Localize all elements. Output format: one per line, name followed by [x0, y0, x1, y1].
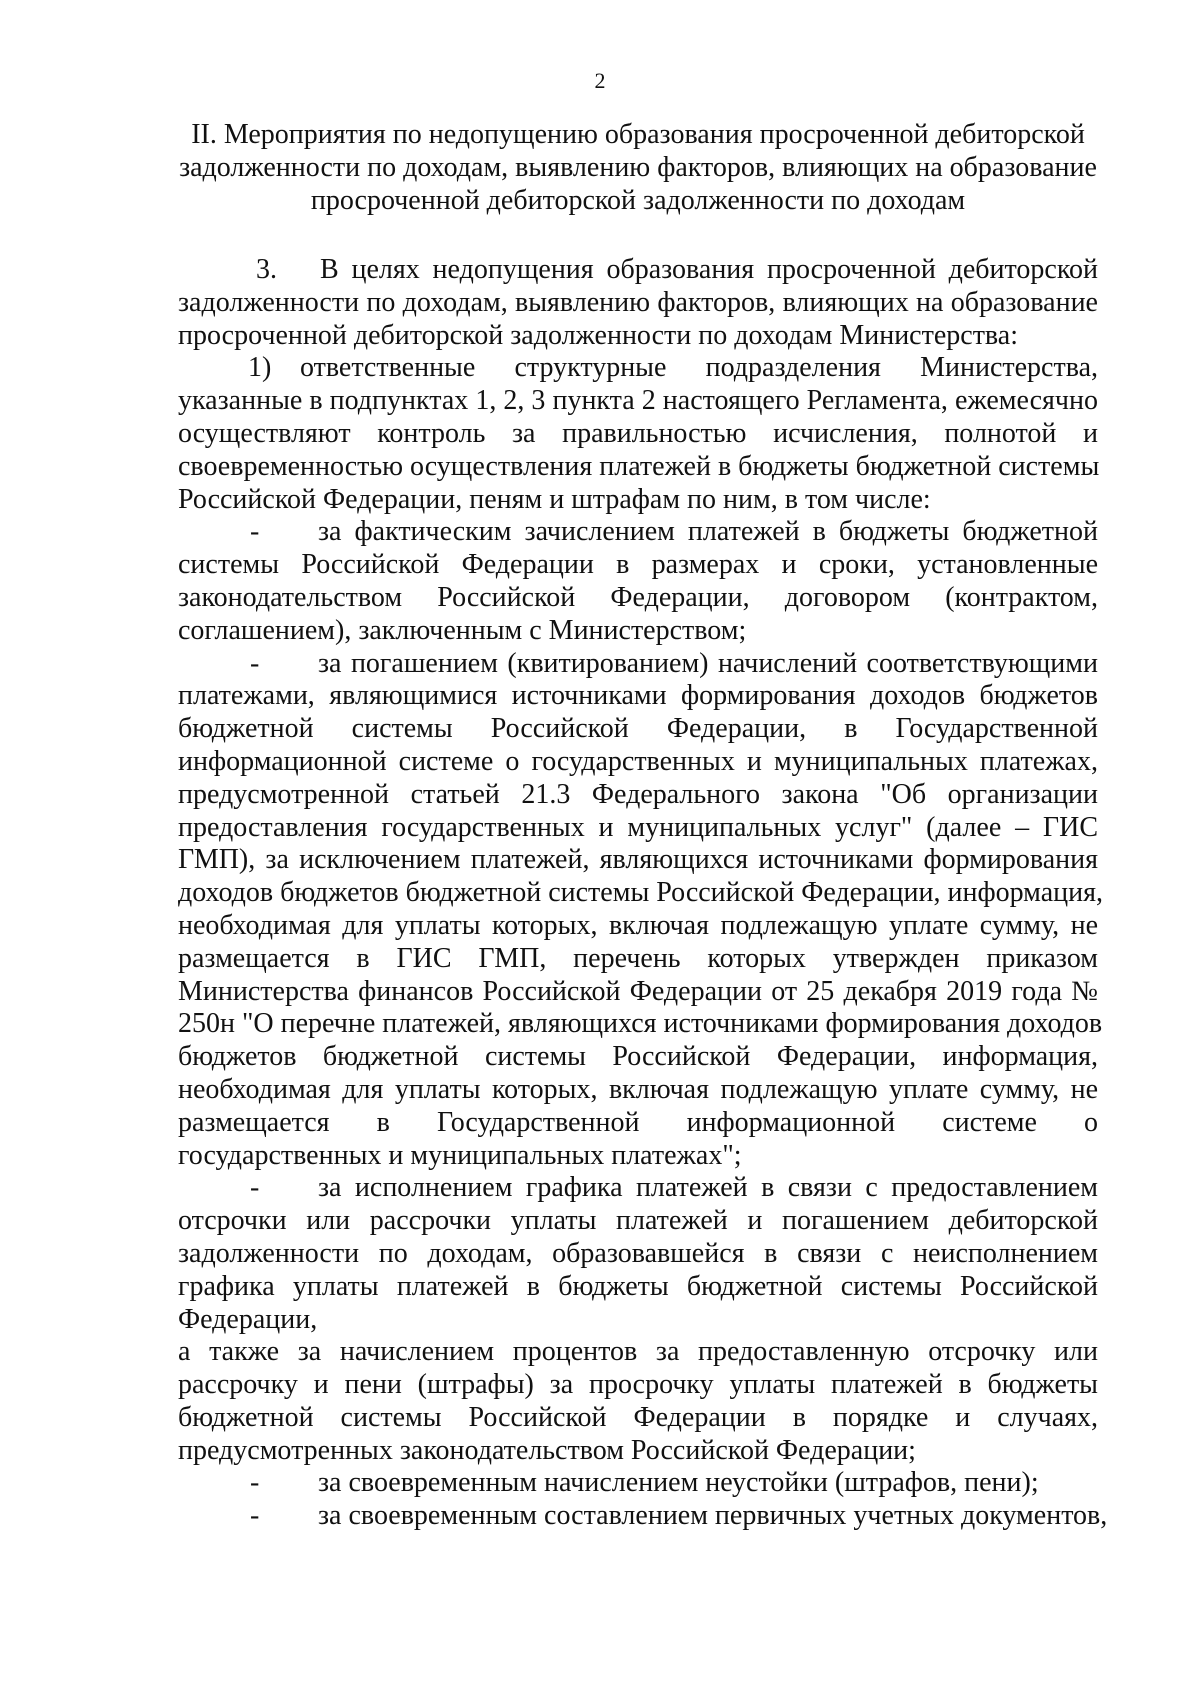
paragraph-line: [178, 648, 1098, 681]
paragraph-line: указанные в подпунктах 1, 2, 3 пункта 2 настоящего Регламента, ежемесячно: [178, 385, 1098, 417]
section-heading: [178, 118, 1098, 217]
paragraph-line: предусмотренных законодательством Российской Федерации;: [178, 1434, 916, 1466]
item-number: 3.: [256, 254, 277, 285]
paragraph-line: Федерации,: [178, 1303, 318, 1335]
paragraph-line: [178, 1172, 1098, 1205]
paragraph-line: соглашением), заключенным с Министерством;: [178, 614, 747, 646]
heading-line: задолженности по доходам, выявлению факторов, влияющих на образование: [179, 152, 1097, 183]
paragraph-line: государственных и муниципальных платежах";: [178, 1139, 742, 1171]
dash-marker: -: [250, 1172, 260, 1204]
dash-marker: -: [250, 1467, 260, 1499]
paragraph-line: [178, 1467, 1098, 1500]
line-text: ответственные структурные подразделения Министерства,: [300, 352, 1098, 384]
paragraph-line: предусмотренной статьей 21.3 Федерального закона "Об организации: [178, 778, 1098, 810]
paragraph-line: бюджетной системы Российской Федерации, в Государственной: [178, 713, 1098, 745]
line-text: за исполнением графика платежей в связи с предоставлением: [318, 1172, 1098, 1204]
paragraph-line: законодательством Российской Федерации, договором (контрактом,: [178, 581, 1098, 613]
heading-line: II. Мероприятия по недопущению образования просроченной дебиторской: [191, 119, 1085, 150]
paragraph-line: предоставления государственных и муниципальных услуг" (далее – ГИС: [178, 811, 1098, 843]
paragraph-line: а также за начислением процентов за предоставленную отсрочку или: [178, 1336, 1098, 1368]
paragraph-line: [178, 1500, 1108, 1533]
paragraph-line: рассрочку и пени (штрафы) за просрочку уплаты платежей в бюджеты: [178, 1369, 1098, 1401]
paragraph-line: [178, 516, 1098, 549]
line-text: за фактическим зачислением платежей в бюджеты бюджетной: [318, 516, 1098, 548]
paragraph-line: просроченной дебиторской задолженности по доходам Министерства:: [178, 319, 1018, 351]
subitem-number: 1): [248, 352, 272, 384]
paragraph-line: размещается в ГИС ГМП, перечень которых утвержден приказом: [178, 942, 1098, 974]
paragraph-line: бюджетной системы Российской Федерации в порядке и случаях,: [178, 1401, 1098, 1433]
paragraph-line: Российской Федерации, пеням и штрафам по ним, в том числе:: [178, 483, 931, 515]
heading-line: просроченной дебиторской задолженности по доходам: [310, 185, 966, 216]
paragraph-line: размещается в Государственной информационной системе о: [178, 1106, 1098, 1138]
line-text: за своевременным начислением неустойки (штрафов, пени);: [318, 1467, 1039, 1499]
paragraph-line: ГМП), за исключением платежей, являющихся источниками формирования: [178, 844, 1098, 876]
paragraph-line: доходов бюджетов бюджетной системы Российской Федерации, информация,: [178, 877, 1103, 909]
paragraph-line: необходимая для уплаты которых, включая подлежащую уплате сумму, не: [178, 1073, 1098, 1105]
paragraph-line: платежами, являющимися источниками формирования доходов бюджетов: [178, 680, 1098, 712]
line-text: за погашением (квитированием) начислений соответствующими: [318, 647, 1098, 679]
paragraph-line: Министерства финансов Российской Федерации от 25 декабря 2019 года №: [178, 975, 1098, 1007]
paragraph-line: задолженности по доходам, выявлению факторов, влияющих на образование: [178, 286, 1098, 318]
dash-marker: -: [250, 516, 260, 548]
line-text: за своевременным составлением первичных учетных документов,: [318, 1500, 1108, 1532]
paragraph-line: отсрочки или рассрочки уплаты платежей и погашением дебиторской: [178, 1205, 1098, 1237]
dash-marker: -: [250, 1500, 260, 1532]
paragraph-line: необходимая для уплаты которых, включая подлежащую уплате сумму, не: [178, 909, 1098, 941]
paragraph-line: бюджетов бюджетной системы Российской Федерации, информация,: [178, 1041, 1098, 1073]
paragraph-line: информационной системе о государственных и муниципальных платежах,: [178, 745, 1098, 777]
paragraph-line: системы Российской Федерации в размерах и сроки, установленные: [178, 549, 1098, 581]
paragraph-line: графика уплаты платежей в бюджеты бюджетной системы Российской: [178, 1270, 1098, 1302]
paragraph-line: [178, 352, 1098, 385]
paragraph-line: своевременностью осуществления платежей в бюджеты бюджетной системы: [178, 450, 1100, 482]
dash-marker: -: [250, 647, 260, 679]
paragraph-line: задолженности по доходам, образовавшейся в связи с неисполнением: [178, 1237, 1098, 1269]
line-text: В целях недопущения образования просроченной дебиторской: [320, 254, 1098, 285]
body-text: [178, 254, 1108, 1533]
paragraph-line: [178, 254, 1098, 287]
page-number: 2: [594, 68, 606, 93]
paragraph-line: 250н "О перечне платежей, являющихся источниками формирования доходов: [178, 1008, 1103, 1040]
paragraph-line: осуществляют контроль за правильностью исчисления, полнотой и: [178, 417, 1098, 449]
